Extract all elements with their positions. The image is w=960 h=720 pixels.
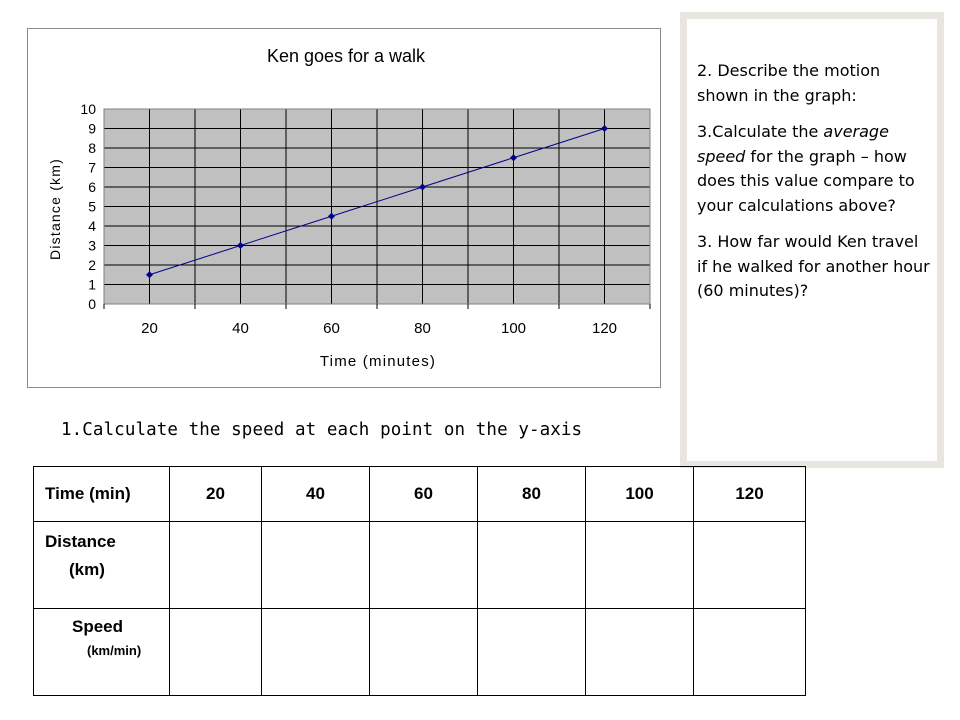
questions-panel	[680, 12, 944, 468]
y-tick-label: 10	[80, 101, 96, 117]
row-label-speed-line2: (km/min)	[87, 643, 142, 658]
speed-cell-120[interactable]	[694, 609, 806, 696]
y-tick-label: 1	[88, 276, 96, 293]
row-label-distance	[34, 522, 170, 609]
y-tick-label: 6	[88, 179, 96, 195]
row-label-distance-line1: Distance	[45, 532, 116, 551]
y-tick-label: 8	[88, 140, 96, 156]
table-row-distance	[34, 522, 806, 609]
chart-title: Ken goes for a walk	[266, 46, 426, 66]
chart-frame	[27, 28, 661, 388]
distance-cell-120[interactable]	[694, 522, 806, 609]
question-3a-emphasis: average speed	[697, 122, 889, 166]
y-axis-label: Distance (km)	[47, 158, 63, 260]
speed-cell-40[interactable]	[262, 609, 370, 696]
x-tick-label: 100	[500, 320, 527, 337]
y-tick-label: 5	[88, 198, 96, 215]
x-tick-label: 60	[323, 320, 340, 337]
x-tick-label: 40	[232, 320, 249, 337]
header-time-label: Time (min)	[34, 467, 170, 522]
row-label-distance-line2: (km)	[69, 560, 105, 579]
y-tick-label: 4	[88, 218, 96, 234]
speed-cell-80[interactable]	[478, 609, 586, 696]
header-time-100: 100	[586, 467, 694, 522]
x-tick-label: 20	[141, 320, 158, 337]
question-1: 1.Calculate the speed at each point on the y-axis	[61, 420, 583, 440]
distance-cell-100[interactable]	[586, 522, 694, 609]
header-time-40: 40	[262, 467, 370, 522]
distance-cell-40[interactable]	[262, 522, 370, 609]
table-row-speed	[34, 609, 806, 696]
y-tick-label: 3	[88, 237, 96, 254]
x-tick-label: 120	[591, 320, 618, 337]
question-3a-text: 3.Calculate the	[697, 122, 824, 141]
y-tick-label: 0	[88, 296, 96, 312]
distance-cell-80[interactable]	[478, 522, 586, 609]
header-time-80: 80	[478, 467, 586, 522]
x-axis-label: Time (minutes)	[319, 353, 437, 370]
y-tick-label: 7	[88, 159, 96, 176]
distance-cell-20[interactable]	[170, 522, 262, 609]
header-time-60: 60	[370, 467, 478, 522]
distance-cell-60[interactable]	[370, 522, 478, 609]
x-tick-label: 80	[414, 320, 431, 337]
question-3a-text-end: for the graph – how does this value compare to your calculations above?	[697, 146, 915, 215]
row-label-speed-line1: Speed	[72, 617, 124, 636]
distance-time-chart	[28, 29, 662, 389]
speed-table	[33, 466, 806, 696]
y-tick-label: 9	[88, 120, 96, 137]
speed-cell-60[interactable]	[370, 609, 478, 696]
speed-cell-100[interactable]	[586, 609, 694, 696]
table-header-row	[34, 467, 806, 522]
question-3b: 3. How far would Ken travel if he walked for another hour (60 minutes)?	[697, 232, 930, 300]
question-2: 2. Describe the motion shown in the graph:	[697, 61, 881, 105]
header-time-20: 20	[170, 467, 262, 522]
row-label-speed	[34, 609, 170, 696]
header-time-120: 120	[694, 467, 806, 522]
questions-panel-inner	[687, 19, 937, 461]
question-3a	[697, 120, 931, 218]
speed-cell-20[interactable]	[170, 609, 262, 696]
y-tick-label: 2	[88, 257, 96, 273]
